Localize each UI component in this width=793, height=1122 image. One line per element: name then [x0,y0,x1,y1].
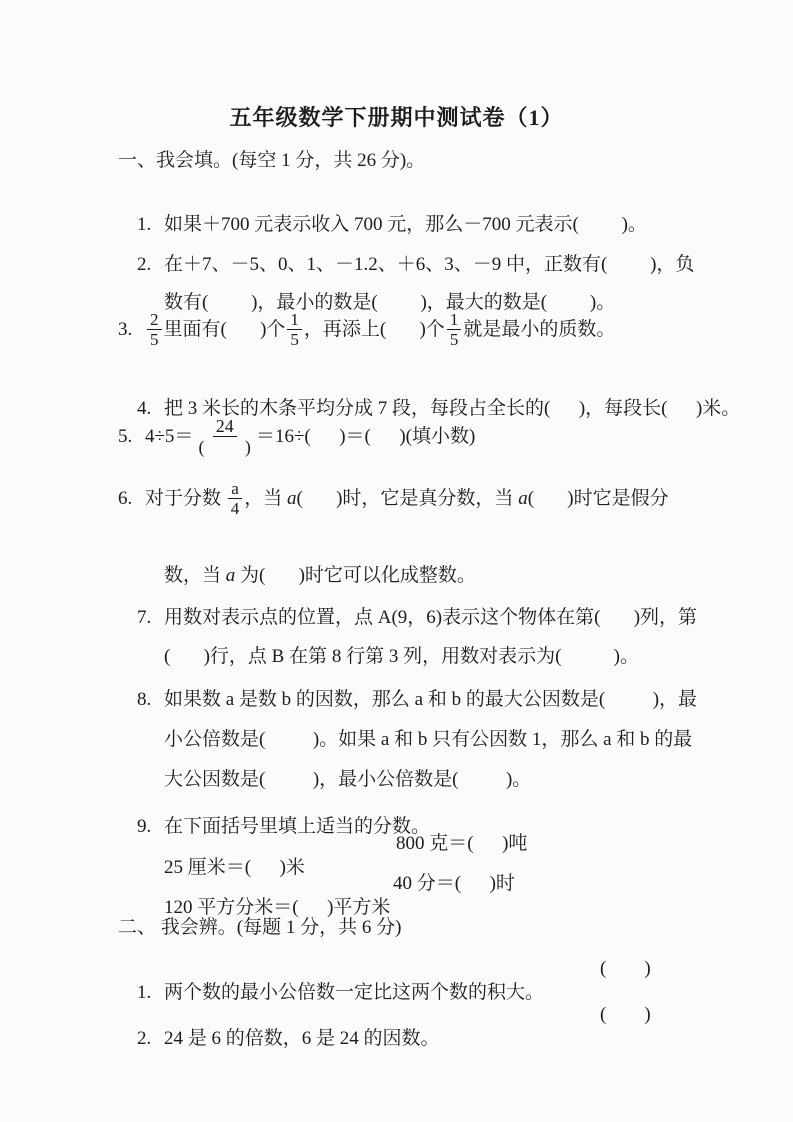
question-6-number: 6. [118,487,133,509]
question-3-segment-3: 就是最小的质数。 [463,318,616,340]
question-3-segment-1: 里面有( )个 [163,318,286,340]
question-7-text-line-1: 用数对表示点的位置，点 A(9，6)表示这个物体在第( )列，第 [164,607,698,628]
question-1-number: 1. [137,214,152,235]
judge-question-1-answer-blank: ( ) [600,958,651,979]
fraction-1-5 [447,310,462,349]
question-2-number: 2. [137,254,152,275]
question-8-text-line-2: 小公倍数是( )。如果 a 和 b 只有公因数 1，那么 a 和 b 的最 [164,729,693,750]
fraction-numerator: 1 [447,310,462,330]
variable-a: a [518,487,528,509]
judge-question-2-answer-blank: ( ) [600,1004,651,1025]
judge-question-2 [118,1003,682,1099]
question-8-number: 8. [137,689,152,710]
variable-a: a [225,565,236,586]
question-6-segment-2: ，当 [244,487,288,509]
unit-conversion-min-h: 40 分＝( )时 [393,873,515,894]
fraction-2-5 [147,310,162,349]
fraction-denominator: 5 [150,330,159,349]
question-5-segment-2: ＝16÷( )＝( )(填小数) [255,425,476,447]
judge-question-1-text: 两个数的最小公倍数一定比这两个数的积大。 [164,982,545,1003]
question-9-number: 9. [137,816,152,837]
question-6-segment-3: ( )时，它是真分数，当 [296,487,519,509]
section1-heading: 一、我会填。(每空 1 分，共 26 分)。 [118,150,426,171]
question-4-number: 4. [137,398,152,419]
section2-heading: 二、 我会辨。(每题 1 分，共 6 分) [118,917,402,938]
question-5-segment-1: 4÷5＝ [145,425,194,447]
fraction-numerator: 1 [287,310,302,330]
question-2-text-line-1: 在＋7、－5、0、1、－1.2、＋6、3、－9 中，正数有( )，负 [164,254,695,275]
question-7-text-line-2: ( )行，点 B 在第 8 行第 3 列，用数对表示为( )。 [164,646,639,667]
variable-a: a [287,487,297,509]
question-5 [118,416,475,457]
judge-question-2-number: 2. [137,1028,152,1049]
question-5-number: 5. [118,425,133,447]
judge-question-1-number: 1. [137,982,152,1003]
question-8-text-line-3: 大公因数是( )，最小公倍数是( )。 [164,769,532,790]
fraction-24-blank [195,416,254,457]
fraction-numerator: 24 [213,416,237,437]
fraction-denominator: 4 [230,499,240,518]
question-7-number: 7. [137,607,152,628]
fraction-numerator: a [228,479,242,499]
question-6-segment-4: ( )时它是假分 [527,487,669,509]
fraction-denominator: 5 [449,330,459,349]
fraction-1-5 [287,310,302,349]
fraction-a-4 [228,479,243,518]
unit-conversion-cm-m: 25 厘米＝( )米 [164,857,305,878]
fraction-numerator: 2 [147,310,162,330]
question-3 [118,310,615,349]
question-6-line2-segment-1: 数，当 [164,565,226,586]
question-8-text-line-1: 如果数 a 是数 b 的因数，那么 a 和 b 的最大公因数是( )，最 [164,689,698,710]
question-6-segment-1: 对于分数 [145,487,226,509]
question-3-segment-2: ，再添上( )个 [303,318,445,340]
fraction-denominator: 5 [290,330,299,349]
question-6-line-1 [118,479,669,518]
unit-conversion-sqdm-sqm: 120 平方分米＝( )平方米 [164,897,391,918]
question-3-number: 3. [118,318,133,340]
question-1-text: 如果＋700 元表示收入 700 元，那么－700 元表示( )。 [164,214,647,235]
unit-conversion-g-t: 800 克＝( )吨 [396,833,528,854]
page-title: 五年级数学下册期中测试卷（1） [229,105,564,130]
question-6-line2-segment-2: 为( )时它可以化成整数。 [235,565,476,586]
question-2-text-line-2: 数有( )，最小的数是( )，最大的数是( )。 [164,292,616,313]
fraction-denominator-blank: ( ) [198,437,251,457]
question-4-text: 把 3 米长的木条平均分成 7 段，每段占全长的( )，每段长( )米。 [164,398,741,419]
question-9-text: 在下面括号里填上适当的分数。 [164,816,431,837]
judge-question-2-text: 24 是 6 的倍数，6 是 24 的因数。 [164,1028,440,1049]
